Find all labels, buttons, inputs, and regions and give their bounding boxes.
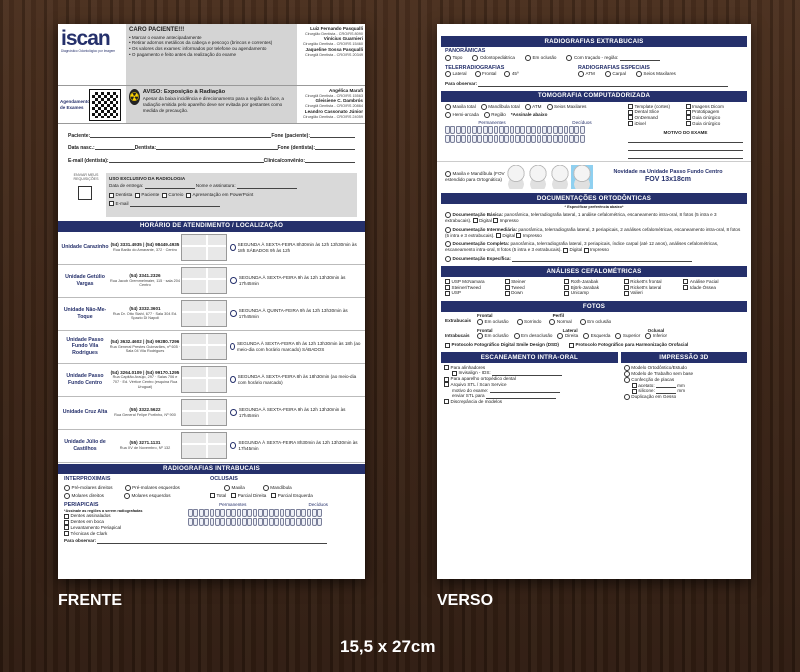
unit-row: [58, 232, 365, 265]
clock-icon: [230, 442, 236, 449]
clock-icon: [230, 376, 236, 383]
notice-item: • Marcar o exame antecipadamente: [129, 34, 202, 40]
cef-item[interactable]: USP McNamara: [445, 279, 505, 285]
front-caption: FRENTE: [58, 592, 122, 609]
map-image[interactable]: [181, 366, 227, 393]
front-obs-field[interactable]: [97, 539, 327, 544]
intraoral-top: [58, 474, 365, 501]
exclusive-box: [66, 173, 357, 217]
dentist-field[interactable]: [156, 145, 277, 150]
unit-name: Unidade Não-Me-Toque: [63, 307, 107, 320]
cef-item[interactable]: Roth-Jarabak: [564, 279, 624, 285]
phone-dentist-label: Fone (dentista):: [277, 145, 315, 152]
map-image[interactable]: [181, 234, 227, 261]
phone-patient-field[interactable]: [310, 133, 355, 138]
cef-list: [437, 277, 751, 298]
radio-45[interactable]: [504, 71, 510, 77]
unit-hours: SEGUNDA À SEXTA-FEIRA 9h às 12h 13h30min às 17h45min: [227, 275, 362, 286]
radio-oclusao[interactable]: [525, 55, 531, 61]
cef-item[interactable]: Steiner/Tweed: [445, 285, 505, 291]
cb-parcial-dir[interactable]: [231, 493, 236, 498]
clock-icon: [230, 310, 237, 317]
unit-row: [58, 298, 365, 331]
radiation-box: [126, 86, 297, 123]
cb-parcial-esq[interactable]: [271, 493, 276, 498]
interproximais: INTERPROXIMAIS Pré-molares direitos Pré-molares esquerdos Molares direitos Molares esquerdos: [64, 476, 180, 499]
print-block: IMPRESSÃO 3D Modelo Ortodôntico/Estudo Modelo de Trabalho sem base Confecção de placas acetato: mm silicone: mm Duplicação em Gesso: [621, 352, 747, 407]
skull-image: [571, 165, 593, 189]
tomo-block: Maxila total Mandíbula total ATM Seios Maxilares Hemi-arcada Região *Assinale abaixo Permanentes Decíduos Template (cortes) Imagens Dicom Dental Slice Prototipagem OnDemand Guia cirúrgico iDixel Guia cirúrgico MOTIVO DO EXAME: [437, 102, 751, 162]
scheduling-label: Agendamento de Exames: [60, 98, 91, 110]
radio-atm[interactable]: [578, 71, 584, 77]
docs-title: DOCUMENTAÇÕES ORTODÔNTICAS: [441, 193, 747, 204]
units-list: [58, 232, 365, 463]
extra-title: RADIOGRAFIAS EXTRABUCAIS: [441, 36, 747, 47]
doc-completa: Documentação Completa: panorâmica, telerradiografia lateral, 3 periapicais, índice carpal (até 12 anos), análises cefalométricas, escaneamento intra-oral, 8 fotos (5 intra e 3 extrabucais). Digital Impresso: [445, 241, 719, 253]
scheduling-block: [58, 86, 126, 123]
patient-field[interactable]: [90, 133, 271, 138]
unit-hours: SEGUNDA À SEXTA-FEIRA 9h às 12h 13h30min às 17h45min: [227, 407, 362, 418]
phone-dentist-field[interactable]: [315, 145, 355, 150]
cef-item[interactable]: Valieri: [624, 290, 684, 296]
unit-row: [58, 265, 365, 298]
periapical-teeth: Permanentes Decíduos: [188, 502, 359, 536]
doctor-list: [297, 24, 365, 85]
unit-contact: (55) 3322.5622 Rua General Felipe Portinho, Nº 900: [114, 407, 176, 417]
cb-clark[interactable]: [64, 531, 69, 536]
map-image[interactable]: [181, 267, 227, 294]
opt-paciente[interactable]: [135, 193, 140, 198]
map-image[interactable]: [181, 333, 227, 360]
oclusais: OCLUSAIS Maxila Mandíbula Total Parcial Direita Parcial Esquerda: [210, 476, 313, 498]
radio-lateral[interactable]: [445, 71, 451, 77]
unit-row: [58, 430, 365, 463]
doctor: Jaqueline Sossa Pasqualli Cirurgiã Dentista - CRO/RS 20349: [304, 46, 363, 57]
logo-block: [58, 24, 126, 85]
motivo-label: MOTIVO DO EXAME: [663, 129, 708, 135]
unit-contact: (54) 3331.4935 | (54) 98449.4935 Rua Barão do Amarante, 372 · Centro: [110, 242, 180, 252]
notice-item: • Retirar adornos metálicos da cabeça e pescoço (brincos e correntes): [129, 40, 273, 46]
opt-dentista[interactable]: [109, 193, 114, 198]
back-sheet: [437, 24, 751, 579]
front-header-2: [58, 86, 365, 124]
fov-size: FOV 13x18cm: [645, 175, 691, 183]
unit-row: [58, 397, 365, 430]
notice-title: CARO PACIENTE!!!: [129, 27, 185, 33]
front-sheet: [58, 24, 365, 579]
unit-contact: (54) 3332.3601 Rua Dr. Otto Stahl, 677 · Sala 304 Ed. Spazio Di Napoli: [112, 305, 178, 321]
panoramicas: PANORÂMICAS Topo Odontopediátrica Em oclusão Com traçado - região:: [437, 47, 751, 62]
unit-name: Unidade Carazinho: [61, 244, 109, 251]
clinic-label: Clínica/convênio:: [263, 157, 305, 164]
notice-item: • Os valores dos exames: informados por telefone ou agendamento: [129, 45, 267, 51]
logo-subtitle: Diagnóstico Odontológico por Imagem: [61, 49, 116, 53]
radio-pm-dir[interactable]: [64, 485, 70, 491]
unit-hours: SEGUNDA À SEXTA-FEIRA 8h às 12h 13h30min às 18h (ao meio-dia com horário marcado) SÁBADOS: [227, 341, 362, 352]
logo: iscan: [61, 27, 110, 50]
motivo-line-2[interactable]: [628, 146, 743, 151]
exclusive-title: USO EXCLUSIVO DA RADIOLOGIA: [109, 175, 186, 181]
cb-dentes-assinalados[interactable]: [64, 514, 69, 519]
back-obs: Para observar:: [437, 80, 751, 88]
radio-mandibula[interactable]: [263, 485, 269, 491]
exclusive-fields: USO EXCLUSIVO DA RADIOLOGIA Data de entrega: Nome e assinatura: Dentista Paciente Correio Apresentação em PowerPoint E-mail: [106, 173, 357, 217]
fov-block: Maxila e Mandíbula (FOV estendido para Ortognática) Novidade na Unidade Passo Fundo Centro FOV 13x18cm: [437, 161, 751, 191]
unit-name: Unidade Passo Fundo Vila Rodrigues: [66, 336, 104, 356]
clock-icon: [230, 343, 235, 350]
birth-label: Data nasc.:: [68, 145, 95, 152]
cef-item[interactable]: Rickett's lateral: [624, 285, 684, 291]
unit-row: [58, 364, 365, 397]
clinic-field[interactable]: [305, 158, 355, 163]
phone-patient-label: Fone (paciente):: [271, 133, 310, 139]
map-image[interactable]: [181, 300, 227, 327]
map-image[interactable]: [181, 399, 227, 426]
back-obs-field[interactable]: [478, 82, 728, 87]
radio-m-esq[interactable]: [124, 493, 130, 499]
email-field[interactable]: [109, 158, 264, 163]
radio-topo[interactable]: [445, 55, 451, 61]
unit-hours: SEGUNDA À QUINTA-FEIRA 9h às 12h 13h30min às 17h45min: [227, 308, 362, 319]
tomo-teeth-upper[interactable]: [445, 126, 625, 134]
unit-name: Unidade Júlio de Castilhos: [64, 439, 106, 452]
birth-field[interactable]: [95, 145, 135, 150]
bottom-blocks: [441, 352, 747, 407]
unit-contact: (54) 3264.0109 | (54) 99170.1295 Rua Capitão Araújo, 297 · Salas 706 e 707 · Ed. Vértice Centro (esquina Rua Uruguai): [110, 369, 180, 389]
periapicais: PERIAPICAIS *Assinale as regiões a serem radiografadas Dentes assinalados Dentes em boca Levantamento Periapical Técnicas de Clark Permanentes Decíduos: [58, 501, 365, 537]
radiation-icon: ☢: [129, 90, 140, 104]
unit-name: Unidade Getúlio Vargas: [65, 274, 105, 287]
unit-hours: SEGUNDA À SEXTA-FEIRA 8h30min às 12h 13h30min às 18h SÁBADOS 9h às 12h: [227, 242, 362, 253]
dentist-label: Dentista:: [134, 145, 157, 152]
cef-item[interactable]: Down: [505, 290, 565, 296]
exclusive-side: ENVIAR MEUS REQUISIÇÕES: [66, 173, 106, 217]
skull-image: [549, 165, 571, 189]
unit-name: Unidade Cruz Alta: [62, 409, 108, 416]
radio-frontal[interactable]: [475, 71, 481, 77]
size-caption: 15,5 x 27cm: [340, 637, 436, 656]
cb-total[interactable]: [210, 493, 215, 498]
intraoral-title: RADIOGRAFIAS INTRABUCAIS: [58, 464, 365, 475]
unit-contact: (54) 3632.4602 | (54) 99280.7296 Rua General Prestes Guimarães, nº 605 · Sala 04 Vila Rodrigues: [109, 338, 181, 354]
tomo-teeth-lower[interactable]: [445, 135, 625, 143]
cef-item[interactable]: Steiner: [505, 279, 565, 285]
radiation-text: Apesar da baixa incidência e direcionamento para a região da face, a radiação emitida pelo aparelho deve ser evitada por gestantes como medida de precaução.: [142, 96, 284, 113]
radio-odontoped[interactable]: [472, 55, 478, 61]
opt-powerpoint[interactable]: [186, 193, 191, 198]
teeth-lower[interactable]: [188, 518, 359, 526]
qr-code[interactable]: [90, 90, 120, 120]
doc-especifica: Documentação Específica:: [445, 256, 743, 262]
patient-fields: [58, 124, 365, 169]
doctor: Vinícius Guarnieri Cirurgião Dentista - CRO/RS 15460: [302, 36, 363, 47]
radio-seios[interactable]: [636, 71, 642, 77]
cef-item[interactable]: Björk-Jarabak: [564, 285, 624, 291]
clock-icon: [230, 277, 237, 284]
opt-correio[interactable]: [162, 193, 167, 198]
schedule-title: HORÁRIO DE ATENDIMENTO / LOCALIZAÇÃO: [58, 221, 365, 232]
clock-icon: [230, 244, 236, 251]
cef-item[interactable]: Idade Óssea: [683, 285, 743, 291]
unit-contact: (54) 3341.2326 Rua Jacob Gremmelmaier, 115 · sala 204 Centro: [110, 272, 180, 288]
clock-icon: [230, 409, 237, 416]
cef-item[interactable]: Tweed: [505, 285, 565, 291]
unit-name: Unidade Passo Fundo Centro: [66, 373, 104, 386]
notice-item: • O pagamento e feito antes da realização do exame: [129, 51, 237, 57]
front-header: [58, 24, 365, 86]
cef-item[interactable]: Rickett's frontal: [624, 279, 684, 285]
cef-item[interactable]: USP: [445, 290, 505, 296]
front-obs: Para observar:: [58, 537, 365, 545]
doctor: Angélica Marafi Cirurgiã Dentista - CRO/RS 15563: [304, 88, 363, 98]
doctor: Gleisiene C. Dambrós Cirurgiã Dentista - CRO/RS 20864: [304, 98, 363, 109]
patient-label: Paciente:: [68, 133, 91, 139]
skull-image: [505, 165, 527, 189]
radio-tracado[interactable]: [566, 55, 572, 61]
doctor: Luiz Fernando Pasqualli Cirurgião Dentista - CRO/RS 8090: [304, 26, 363, 36]
send-checkbox[interactable]: [78, 186, 92, 200]
doctor: Leandro Cassonato Júnior Cirurgião Dentista - CRO/RS 24059: [302, 108, 363, 119]
radio-m-dir[interactable]: [64, 493, 70, 499]
cef-title: ANÁLISES CEFALOMÉTRICAS: [441, 266, 747, 277]
back-caption: VERSO: [437, 592, 494, 609]
unit-contact: (55) 3271.1131 Rua XV de Novembro, Nº 132: [119, 440, 171, 450]
notice-box: [126, 24, 297, 85]
opt-email[interactable]: [109, 201, 114, 206]
scan-block: ESCANEAMENTO INTRA-ORAL Para alinhadores Invisalign - IDS: Para aparelho ortopédico dental Arquivo STL / Scan Service motivo do exame: enviar STL para Discrepância de modelos: [441, 352, 618, 407]
unit-hours: SEGUNDA À SEXTA-FEIRA 8h às 18h30min (ao meio-dia com horário marcado): [227, 374, 362, 385]
cb-levantamento[interactable]: [64, 525, 69, 530]
doctor-list-2: [297, 86, 365, 123]
unit-row: [58, 331, 365, 364]
fotos-title: FOTOS: [441, 301, 747, 312]
cef-item[interactable]: Unicamp: [564, 290, 624, 296]
radiation-title: AVISO: Exposição à Radiação: [142, 89, 226, 95]
docs-block: * Especificar preferência abaixo* Documentação Básica: panorâmica, telerradiografia lateral, 1 análise cefalométrica, escaneamento intra-oral, 8 fotos (5 intra e 3 extrabucais). Digital Impresso Documentação Intermediária: panorâmica, telerradiografia lateral, 3 periapicais, 2 análises cefalométricas, escaneamento intra-oral, 8 fotos (5 intra e 3 extrabucais). Digital Impresso Documentação Completa: panorâmica, telerradiografia lateral, 3 periapicais, índice carpal (até 12 anos), análises cefalométricas, escaneamento intra-oral, 8 fotos (5 intra e 3 extrabucais). Digital Impresso Documentação Específica:: [437, 204, 751, 263]
tomo-title: TOMOGRAFIA COMPUTADORIZADA: [441, 91, 747, 102]
doc-basica: Documentação Básica: panorâmica, telerradiografia lateral, 1 análise cefalométrica, escaneamento intra-oral, 8 fotos (5 intra e 3 extrabucais). Digital Impresso: [445, 212, 717, 223]
doc-intermediaria: Documentação Intermediária: panorâmica, telerradiografia lateral, 3 periapicais, 2 análises cefalométricas, escaneamento intra-oral, 8 fotos (5 intra e 3 extrabucais). Digital Impresso: [445, 226, 741, 238]
skull-image: [527, 165, 549, 189]
tele-especiais: TELERRADIOGRAFIAS Lateral Frontal 45º RADIOGRAFIAS ESPECIAIS ATM Carpal Seios Maxilares: [445, 64, 676, 77]
fov-title: Novidade na Unidade Passo Fundo Centro: [613, 169, 723, 176]
radio-carpal[interactable]: [605, 71, 611, 77]
map-image[interactable]: [181, 432, 227, 459]
cb-dentes-boca[interactable]: [64, 520, 69, 525]
fotos-block: Extrabucais Frontal Perfil Em oclusão Sorrindo Normal Em oclusão Intrabucais Frontal Lateral Oclusal Em oclusão Em desoclusão Direita Esquerda Superior Inferior Protocolo Fotográfico Digital Smile Design (DSD) Protocolo Fotográfico para Harmonização Orofacial: [445, 312, 689, 348]
motivo-line-1[interactable]: [628, 138, 743, 143]
motivo-line-3[interactable]: [628, 154, 743, 159]
email-label: E-mail (dentista):: [68, 157, 109, 164]
unit-hours: SEGUNDA À SEXTA-FEIRA 8h30min às 12h 13h30min às 17h45min: [227, 440, 362, 451]
teeth-upper[interactable]: [188, 509, 359, 517]
radio-maxila[interactable]: [224, 485, 230, 491]
cef-item[interactable]: Análise Facial: [683, 279, 743, 285]
tomo-software: Template (cortes) Imagens Dicom Dental Slice Prototipagem OnDemand Guia cirúrgico iDixel Guia cirúrgico MOTIVO DO EXAME: [625, 104, 743, 160]
radio-pm-esq[interactable]: [125, 485, 131, 491]
